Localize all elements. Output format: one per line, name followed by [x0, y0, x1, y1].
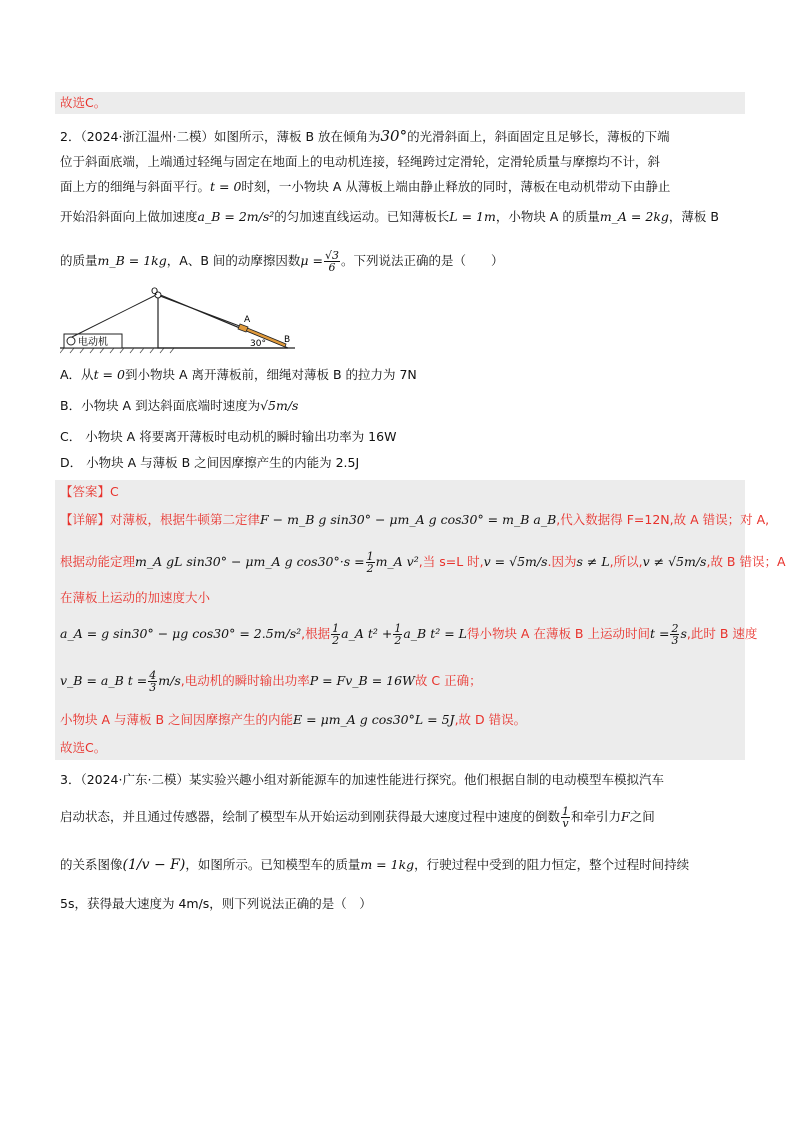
q3-text: 某实验兴趣小组对新能源车的加速性能进行探究。他们根据自制的电动模型车模拟汽车 — [188, 772, 664, 787]
detail-text: .因为 — [547, 554, 577, 569]
detail-text: ,所以, — [609, 554, 643, 569]
q2-text: ，小物块 A 的质量 — [495, 209, 600, 224]
detail-text: ,当 s=L 时, — [418, 554, 484, 569]
detail-line-3: 在薄板上运动的加速度大小 — [60, 590, 211, 605]
detail-line-4 — [60, 623, 757, 646]
detail-eq: s ≠ L — [576, 554, 610, 569]
q3-m: m = 1kg — [360, 857, 415, 872]
q3-text: 之间 — [629, 809, 655, 824]
frac-num: 1 — [562, 805, 570, 818]
option-b — [60, 397, 298, 415]
detail-eq: m_A gL sin30° − μm_A g cos30°·s = — [135, 554, 365, 569]
inverse-v-fraction — [561, 806, 570, 829]
q2-line-5 — [60, 250, 503, 273]
detail-text: 得小物块 A 在薄板 B 上运动时间 — [466, 626, 650, 641]
frac-num: 4 — [149, 669, 157, 682]
frac-vb — [148, 670, 157, 693]
q3-source: （2024·广东·二模） — [80, 772, 189, 787]
detail-text: ,根据 — [301, 626, 331, 641]
detail-eq: a_A = g sin30° − μg cos30° = 2.5m/s² — [60, 626, 302, 641]
frac-den: 2 — [332, 634, 340, 647]
q3-line-1 — [60, 771, 664, 789]
half-fraction — [366, 551, 375, 574]
q2-text: ，A、B 间的动摩擦因数 — [166, 253, 301, 268]
detail-eq: P = Fv_B = 16W — [309, 673, 415, 688]
ground-hatch — [60, 348, 174, 353]
detail-text: 根据动能定理 — [60, 554, 136, 569]
frac-t — [670, 623, 679, 646]
q2-line-1 — [60, 127, 670, 146]
answer-label: 【答案】C — [60, 484, 119, 499]
mu-den: 6 — [328, 261, 336, 274]
q2-text: 面上方的细绳与斜面平行。 — [60, 179, 211, 194]
detail-eq: v = √5m/s — [483, 554, 548, 569]
q2-line-2: 位于斜面底端，上端通过轻绳与固定在地面上的电动机连接，轻绳跨过定滑轮，定滑轮质量与摩擦均不计，斜 — [60, 154, 661, 169]
detail-text: ,电动机的瞬时输出功率 — [180, 673, 310, 688]
q3-text: 和牵引力 — [571, 809, 622, 824]
q2-mA: m_A = 2kg — [599, 209, 669, 224]
rope-left — [72, 295, 156, 337]
pulley-label: Q — [151, 287, 159, 297]
detail-eq: F − m_B g sin30° − μm_A g cos30° = m_B a_B — [260, 512, 557, 527]
angle-label: 30° — [250, 339, 266, 349]
q2-aB: a_B = 2m/s² — [197, 209, 275, 224]
q2-text: 开始沿斜面向上做加速度 — [60, 209, 198, 224]
option-a — [60, 366, 417, 384]
q2-mB: m_B = 1kg — [97, 253, 167, 268]
prev-answer: 故选C。 — [60, 95, 107, 110]
q2-t0: t = 0 — [210, 179, 242, 194]
detail-line-6 — [60, 711, 526, 729]
frac-den: 3 — [671, 634, 679, 647]
option-a-text: A．从 — [60, 367, 94, 382]
detail-eq: m_A v² — [375, 554, 419, 569]
incline-figure — [60, 286, 300, 354]
q2-line-3 — [60, 178, 670, 196]
q2-L: L = 1m — [449, 209, 496, 224]
q3-number: 3． — [60, 772, 81, 787]
detail-text: 小物块 A 与薄板 B 之间因摩擦产生的内能 — [60, 712, 294, 727]
q3-text: 的关系图像 — [60, 857, 123, 872]
detail-eq: v_B = a_B t = — [60, 673, 148, 688]
frac-den: 2 — [366, 562, 374, 575]
mu-fraction — [324, 250, 340, 273]
detail-text: ,代入数据得 F=12N,故 A 错误；对 A, — [556, 512, 770, 527]
detail-text: 对薄板，根据牛顿第二定律 — [110, 512, 261, 527]
q3-graph-label: (1/v − F) — [122, 857, 186, 873]
q3-text: ，行驶过程中受到的阻力恒定，整个过程时间持续 — [414, 857, 690, 872]
q2-mu: μ = — [300, 253, 323, 268]
q3-text: 启动状态，并且通过传感器，绘制了模型车从开始运动到刚获得最大速度过程中速度的倒数 — [60, 809, 561, 824]
motor-label: 电动机 — [78, 337, 108, 348]
q2-text: 。下列说法正确的是（ ） — [340, 253, 504, 268]
detail-eq: a_A t² + — [341, 626, 393, 641]
q3-line-3 — [60, 856, 689, 874]
frac-num: 1 — [394, 622, 402, 635]
option-b-v: √5m/s — [260, 398, 299, 413]
option-c: C． 小物块 A 将要离开薄板时电动机的瞬时输出功率为 16W — [60, 429, 397, 444]
frac-den: v — [562, 817, 569, 830]
detail-line-5 — [60, 670, 482, 693]
q2-text: 的光滑斜面上，斜面固定且足够长，薄板的下端 — [407, 129, 670, 144]
frac-1 — [331, 623, 340, 646]
rope-right — [160, 296, 250, 330]
q2-text: 时刻，一小物块 A 从薄板上端由静止释放的同时，薄板在电动机带动下由静止 — [241, 179, 671, 194]
q2-number: 2． — [60, 129, 81, 144]
frac-2 — [393, 623, 402, 646]
q2-angle: 30° — [380, 127, 408, 145]
q2-text: 的匀加速直线运动。已知薄板长 — [274, 209, 450, 224]
frac-num: 2 — [671, 622, 679, 635]
q2-source: （2024·浙江温州·二模） — [80, 129, 214, 144]
frac-den: 3 — [149, 681, 157, 694]
detail-eq: t = — [649, 626, 670, 641]
detail-eq: s — [680, 626, 687, 641]
detail-eq: m/s — [158, 673, 181, 688]
q2-text: 如图所示，薄板 B 放在倾角为 — [213, 129, 381, 144]
q3-line-4: 5s，获得最大速度为 4m/s，则下列说法正确的是（ ） — [60, 896, 372, 911]
block-a — [238, 324, 248, 332]
q3-line-2 — [60, 806, 655, 829]
q2-text: ，薄板 B — [668, 209, 719, 224]
detail-eq: a_B t² = L — [403, 626, 467, 641]
option-a-t: t = 0 — [93, 367, 125, 382]
prev-answer-band — [55, 92, 745, 114]
q3-text: ，如图所示。已知模型车的质量 — [185, 857, 361, 872]
frac-den: 2 — [394, 634, 402, 647]
detail-line-1 — [60, 511, 769, 529]
detail-text: ,故 B 错误；A — [706, 554, 786, 569]
detail-text: ,故 D 错误。 — [454, 712, 527, 727]
detail-text: ,此时 B 速度 — [686, 626, 758, 641]
block-label: A — [244, 315, 251, 325]
detail-line-2 — [60, 551, 786, 574]
detail-eq: v ≠ √5m/s — [642, 554, 707, 569]
detail-label: 【详解】 — [60, 512, 111, 527]
option-b-text: B．小物块 A 到达斜面底端时速度为 — [60, 398, 261, 413]
q2-text: 的质量 — [60, 253, 98, 268]
option-a-text: 到小物块 A 离开薄板前，细绳对薄板 B 的拉力为 7N — [124, 367, 417, 382]
q3-F: F — [621, 809, 630, 824]
detail-eq: E = μm_A g cos30°L = 5J — [293, 712, 455, 727]
detail-line-7: 故选C。 — [60, 740, 107, 755]
plate-label: B — [284, 335, 291, 345]
frac-num: 1 — [332, 622, 340, 635]
mu-num: √3 — [324, 249, 339, 262]
frac-num: 1 — [366, 550, 374, 563]
q2-line-4 — [60, 208, 719, 226]
option-d: D． 小物块 A 与薄板 B 之间因摩擦产生的内能为 2.5J — [60, 455, 360, 470]
detail-text: 故 C 正确； — [414, 673, 482, 688]
